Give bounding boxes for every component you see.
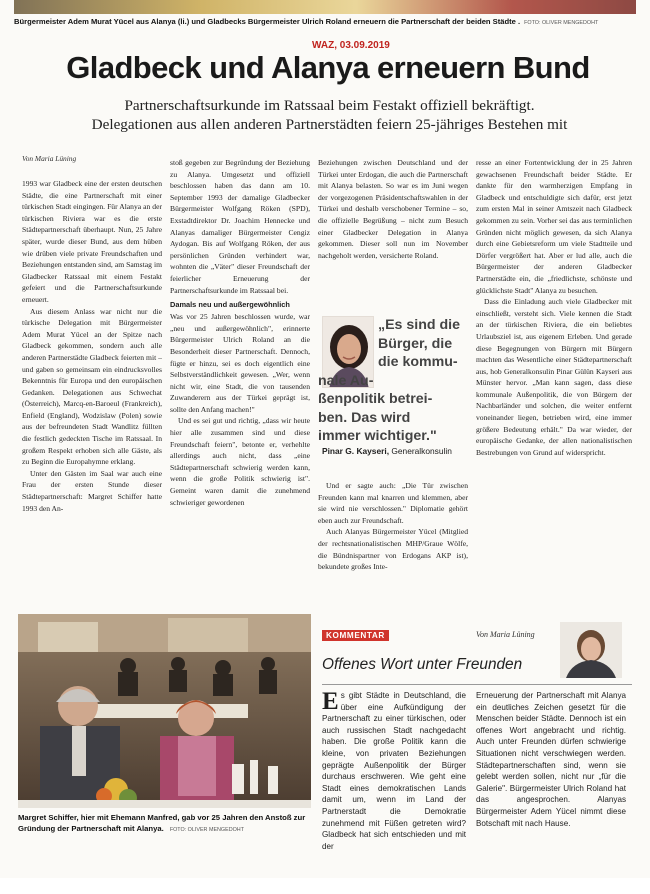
article-paragraph: Was vor 25 Jahren beschlossen wurde, war „neu und außergewöhnlich", erinnerte Bürgermeister Ulrich Roland an die Besonderheit dieser Partnerschaft. Dennoch, fügte er hinzu, sei es doch eigentlich eine Selbstverständlichkeit gewesen. „Wer, wenn nicht wir, eine Stadt, die von tausenden Zuwanderern aus der Türkei geprägt ist, sollte den Anfang machen!" bbox=[170, 312, 310, 414]
event-photo bbox=[18, 614, 311, 808]
author-portrait bbox=[560, 622, 622, 678]
quote-line: ben. Das wird bbox=[318, 409, 411, 426]
quote-line: ßenpolitik betrei- bbox=[318, 391, 433, 407]
subheadline-line: Partnerschaftsurkunde im Ratssaal beim Festakt offiziell bekräftigt. bbox=[124, 97, 535, 114]
event-photo-image bbox=[18, 614, 311, 808]
commentary-label: KOMMENTAR bbox=[322, 630, 389, 641]
commentary-column-1 bbox=[322, 690, 466, 862]
commentary-title: Offenes Wort unter Freunden bbox=[322, 656, 523, 673]
photo-caption-credit: FOTO: OLIVER MENGEDOHT bbox=[169, 827, 244, 833]
top-caption-credit: FOTO: OLIVER MENGEDOHT bbox=[524, 20, 599, 26]
article-paragraph: resse an einer Fortentwicklung der in 25 Jahren gewachsenen Freundschaft beider Städte. Er dankte für den warmherzigen Empfang in Gladbeck und entschuldigte sich dafür, erst jetzt zum ersten Mal in seiner Amtszeit nach Gladbeck gekommen zu sein. Vorher sei das aus terminlichen Gründen nicht möglich gewesen, da sich Alanya durch eine Gebietsreform um viele Stadtteile und Dörfer vergrößert hat. Aber er lud alle, auch die Bürgermeister der anderen Gladbecker Partnerstädte ein, die „friedlichste, schönste und glücklichste Stadt" Alanya zu besuchen. bbox=[476, 158, 632, 295]
page-margin bbox=[0, 878, 650, 894]
article-paragraph: Aus diesem Anlass war nicht nur die türkische Delegation mit Bürgermeister Adem Murat Yücel an der Spitze nach Gladbeck gekommen, sondern auch alle anderen Partnerstädte Gladbeck feierten mit – und gaben so gemeinsam ein eindrucksvolles Bekenntnis für Europa und den europäischen Gedanken. Delegationen aus Schwechat (Österreich), Marcq-en-Baroeul (Frankreich), Enfield (England), Wodzislaw (Polen) sowie aus der befreundeten Stadt Wandlitz füllten die festlich gedeckten Tische im Ratssaal. In großem Respekt erhoben sich alle Gäste, als zu Beginn die Europahymne erklang. bbox=[22, 306, 162, 467]
article-paragraph: Und es sei gut und richtig, „dass wir heute hier alle zusammen sind und diese Freundschaft feiern", betonte er, verhehlte allerdings auch nicht, dass „eine Städtepartnerschaft schwierig werden kann, wenn die große Politik schwierig ist". Gemeint waren damit die zunehmend schwieriger gewordenen bbox=[170, 416, 310, 507]
commentary-dropcap: E bbox=[322, 690, 339, 715]
author-portrait-image bbox=[560, 622, 622, 678]
pull-quote bbox=[318, 314, 470, 480]
event-photo-caption bbox=[18, 812, 315, 836]
quote-attribution bbox=[322, 446, 472, 456]
top-photo-strip bbox=[14, 0, 636, 14]
subheadline bbox=[22, 96, 637, 134]
article-column-3-top bbox=[318, 157, 468, 313]
subheadline-line: Delegationen aus allen anderen Partnerstädten feiern 25-jähriges Bestehen mit bbox=[91, 116, 568, 133]
quote-line: „Es sind die bbox=[378, 317, 460, 333]
quote-line: die kommu- bbox=[378, 354, 458, 370]
article-column-4 bbox=[476, 157, 632, 612]
headline: Gladbeck und Alanya erneuern Bund bbox=[66, 50, 590, 85]
quote-line: nale Au- bbox=[318, 372, 374, 389]
article-column-1 bbox=[22, 178, 162, 608]
commentary-byline: Von Maria Lüning bbox=[476, 630, 535, 639]
article-byline: Von Maria Lüning bbox=[22, 154, 77, 163]
article-paragraph: 1993 war Gladbeck eine der ersten deutschen Städte, die eine Partnerschaft mit einer türkischen Stadt eingingen. Für Alanya an der türkischen Riviera war es die erste Städtepartnerschaft überhaupt. Nun, 25 Jahre später, wurde dieser Bund, aus dem hüben wie drüben viele private Freundschaften und Beziehungen entstanden sind, am Samstag im Gladbecker Ratssaal mit einem Festakt gefeiert und die Partnerschaftsurkunde erneuert. bbox=[22, 179, 162, 304]
article-column-3-bottom bbox=[318, 480, 468, 612]
quote-line: Bürger, die bbox=[378, 335, 453, 352]
commentary-text: s gibt Städte in Deutschland, die über eine Aufkündigung der Partnerschaft zu einer türkischen, oder auch russischen Stadt nachgedacht haben. Die große Politik kann die kleine, von privaten Beziehungen geprägte Außenpolitik der Bürger durchaus erschweren. Wie geht eine Stadt eines demokratischen Lands damit um, wenn im Land der Partnerstadt die Demokratie zunehmend mit Füßen getreten wird? Gladbeck hat sich entschieden und mit der bbox=[322, 691, 466, 851]
article-paragraph: Unter den Gästen im Saal war auch eine Frau der ersten Stunde dieser Städtepartnerschaft: Margret Schiffer hatte 1993 den An- bbox=[22, 468, 162, 513]
quote-line: immer wichtiger." bbox=[318, 428, 437, 444]
commentary-column-2 bbox=[476, 690, 626, 862]
pull-quote-text bbox=[318, 316, 470, 446]
article-column-2 bbox=[170, 157, 310, 612]
article-paragraph: Auch Alanyas Bürgermeister Yücel (Mitglied der rechtsnationalistischen MHP/Graue Wölfe, die Bündnispartner von Erdogans AKP ist), bekundete großes Inte- bbox=[318, 527, 468, 572]
quote-name: Pinar G. Kayseri, bbox=[322, 446, 390, 456]
article-paragraph: Und er sagte auch: „Die Tür zwischen Freunden kann mal knarren und klemmen, aber sie wird nie verschlossen." Diplomatie gehört eben auch zur Freundschaft. bbox=[318, 481, 468, 525]
article-paragraph: stoß gegeben zur Begründung der Beziehung zu Alanya. Umgesetzt und offiziell beschlossen haben das dann am 10. September 1993 der damalige Gladbecker Bürgermeister Wolfgang Röken (SPD), Exstadtdirektor Dr. Joachim Hennecke und Alanyas damaliger Bürgermeister Cengiz Aydogan. Bis auf Wolfgang Röken, der aus persönlichen Gründen verhindert war, wohnten die „Väter" dieser Freundschaft der feierlicher Erneuerung der Partnerschaftsurkunde im Ratssaal bei. bbox=[170, 158, 310, 295]
quote-role: Generalkonsulin bbox=[389, 446, 452, 456]
commentary-divider bbox=[322, 684, 632, 685]
top-photo-caption bbox=[14, 17, 636, 26]
article-paragraph: Dass die Einladung auch viele Gladbecker mit einschließt, versteht sich. Viele kennen die Stadt an der türkischen Riviera, die ein beliebtes Urlaubsziel ist, aus eigenem Erleben. Und gerade diese Begegnungen von Bürgern mit Bürgern machten das Wesentliche einer Städtepartnerschaft aus, hob Generalkonsulin Pinar Gülün Kayseri aus Münster hervor. „Man kann sagen, dass diese kommunale Außenpolitik, die von Bürgern der Nachbarländer und solchen, die weiter entfernt voneinander liegen, betrieben wird, eine immer größere Bedeutung erhält." Da war wieder, der europäische Gedanke, der allen nationalistischen Bestrebungen von Grund auf widerspricht. bbox=[476, 297, 632, 457]
article-subhead: Damals neu und außergewöhnlich bbox=[170, 300, 290, 310]
top-caption-text: Bürgermeister Adem Murat Yücel aus Alanya (li.) und Gladbecks Bürgermeister Ulrich Roland erneuern die Partnerschaft der beiden Städte . bbox=[14, 17, 521, 26]
photo-caption-text: Margret Schiffer, hier mit Ehemann Manfred, gab vor 25 Jahren den Anstoß zur Gründung der Partnerschaft mit Alanya. bbox=[18, 813, 306, 833]
article-paragraph: Beziehungen zwischen Deutschland und der Türkei unter Erdogan, die auch die Partnerschaft mit Alanya belasten. So war es im Juni wegen der vorgezogenen Präsidentschaftswahlen in der Türkei und deshalb verschobener Termine – so, die offizielle Begrüßung – nicht zum Besuch einer Gladbecker Delegation in Alanya gekommen. Dieser soll nun im November nachgeholt werden, versicherte Roland. bbox=[318, 158, 468, 260]
source-date: WAZ, 03.09.2019 bbox=[312, 40, 390, 51]
commentary-text: Erneuerung der Partnerschaft mit Alanya ein deutliches Zeichen gesetzt für die Menschen beider Städte. Dennoch ist ein offenes Wort angebracht und richtig. Auch unter Freunden dürfen schwierige Situationen nicht verschwiegen werden. Städtepartnerschaften sind, wenn sie gelebt werden sollen, nicht nur „für die Galerie". Bürgermeister Ulrich Roland hat das angesprochen. Alanyas Bürgermeister Adem Yücel nimmt diese Botschaft mit nach Hause. bbox=[476, 691, 626, 828]
